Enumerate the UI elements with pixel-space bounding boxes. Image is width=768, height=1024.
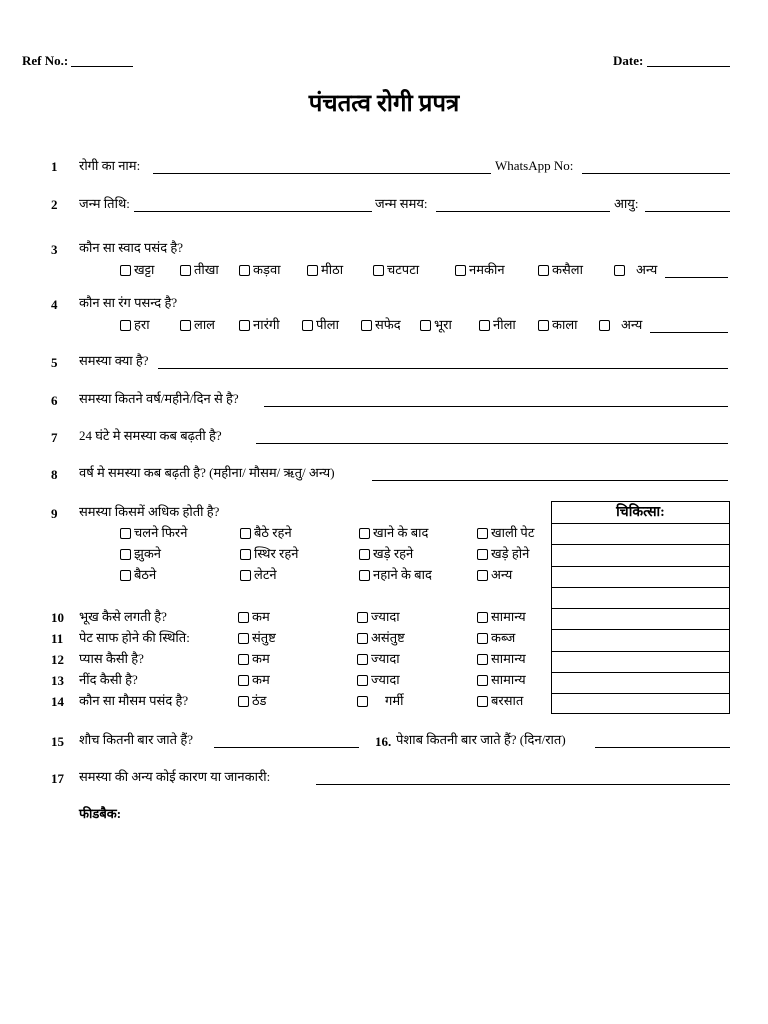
color-option-yellow[interactable]: पीला: [302, 317, 339, 333]
other-info-label: समस्या की अन्य कोई कारण या जानकारी:: [79, 769, 271, 784]
checkbox[interactable]: [477, 696, 488, 707]
age-label: आयु:: [614, 196, 639, 211]
problem-duration-label: समस्या कितने वर्ष/महीने/दिन से है?: [79, 391, 239, 406]
q13-number: 13: [51, 673, 64, 688]
aggravation-getting-up[interactable]: खड़े होने: [477, 546, 529, 562]
treatment-row[interactable]: [552, 545, 729, 566]
checkbox[interactable]: [238, 612, 249, 623]
appetite-low[interactable]: कम: [238, 609, 270, 625]
checkbox[interactable]: [359, 549, 370, 560]
checkbox[interactable]: [359, 528, 370, 539]
checkbox[interactable]: [120, 320, 131, 331]
date-label: Date:: [613, 53, 644, 68]
q17-number: 17: [51, 771, 64, 786]
checkbox[interactable]: [420, 320, 431, 331]
checkbox[interactable]: [359, 570, 370, 581]
checkbox[interactable]: [120, 570, 131, 581]
checkbox[interactable]: [477, 654, 488, 665]
checkbox[interactable]: [477, 633, 488, 644]
q12-number: 12: [51, 652, 64, 667]
q15-number: 15: [51, 734, 64, 749]
problem-duration-field[interactable]: [264, 393, 728, 407]
checkbox[interactable]: [180, 265, 191, 276]
taste-option-sweet[interactable]: मीठा: [307, 262, 343, 278]
stool-frequency-label: शौच कितनी बार जाते हैं?: [79, 732, 194, 747]
aggravation-still[interactable]: स्थिर रहने: [240, 546, 298, 562]
taste-option-tangy[interactable]: चटपटा: [373, 262, 419, 278]
bowel-unsatisfied[interactable]: असंतुष्ट: [357, 630, 405, 646]
q7-number: 7: [51, 430, 58, 445]
ref-no-label: Ref No.:: [22, 53, 69, 68]
treatment-row[interactable]: [552, 588, 729, 609]
q2-number: 2: [51, 197, 58, 212]
checkbox[interactable]: [240, 528, 251, 539]
aggravation-other[interactable]: अन्य: [477, 567, 512, 583]
aggravation-sitting[interactable]: बैठे रहने: [240, 525, 292, 541]
tob-field[interactable]: [436, 198, 610, 212]
color-other-field[interactable]: [650, 319, 728, 333]
checkbox[interactable]: [239, 320, 250, 331]
aggravation-empty-stomach[interactable]: खाली पेट: [477, 525, 534, 541]
q4-number: 4: [51, 297, 58, 312]
season-cold[interactable]: ठंड: [238, 693, 267, 709]
checkbox[interactable]: [238, 696, 249, 707]
treatment-row[interactable]: [552, 652, 729, 673]
taste-other-field[interactable]: [665, 264, 728, 278]
bowel-label: पेट साफ होने की स्थिति:: [79, 630, 190, 645]
dob-label: जन्म तिथि:: [79, 196, 130, 211]
aggravation-standing[interactable]: खड़े रहने: [359, 546, 413, 562]
daily-peak-label: 24 घंटे मे समस्या कब बढ़ती है?: [79, 428, 222, 443]
treatment-row[interactable]: [552, 609, 729, 630]
whatsapp-label: WhatsApp No:: [495, 158, 574, 173]
feedback-label: फीडबैक:: [79, 806, 122, 821]
checkbox[interactable]: [239, 265, 250, 276]
q8-number: 8: [51, 467, 58, 482]
q11-number: 11: [51, 631, 64, 646]
checkbox[interactable]: [120, 528, 131, 539]
season-hot[interactable]: गर्मी: [357, 693, 403, 709]
taste-question: कौन सा स्वाद पसंद है?: [79, 240, 184, 255]
form-title: पंचतत्व रोगी प्रपत्र: [308, 91, 460, 117]
aggravation-walking[interactable]: चलने फिरने: [120, 525, 187, 541]
q16-number: 16.: [375, 734, 392, 749]
checkbox[interactable]: [357, 654, 368, 665]
checkbox[interactable]: [455, 265, 466, 276]
aggravation-question: समस्या किसमें अधिक होती है?: [79, 504, 220, 519]
color-option-black[interactable]: काला: [538, 317, 578, 333]
yearly-peak-field[interactable]: [372, 467, 728, 481]
checkbox[interactable]: [361, 320, 372, 331]
checkbox[interactable]: [477, 570, 488, 581]
treatment-row[interactable]: [552, 673, 729, 694]
aggravation-sitting-down[interactable]: बैठने: [120, 567, 156, 583]
problem-field[interactable]: [158, 355, 728, 369]
color-option-green[interactable]: हरा: [120, 317, 150, 333]
taste-option-salty[interactable]: नमकीन: [455, 262, 505, 278]
checkbox[interactable]: [238, 654, 249, 665]
color-option-white[interactable]: सफेद: [361, 317, 401, 333]
color-option-other[interactable]: अन्य: [599, 317, 642, 333]
urine-frequency-field[interactable]: [595, 734, 730, 748]
checkbox[interactable]: [479, 320, 490, 331]
checkbox[interactable]: [357, 675, 368, 686]
checkbox[interactable]: [477, 675, 488, 686]
thirst-normal[interactable]: सामान्य: [477, 651, 526, 667]
treatment-row[interactable]: [552, 630, 729, 651]
checkbox[interactable]: [120, 265, 131, 276]
q10-number: 10: [51, 610, 64, 625]
checkbox[interactable]: [477, 528, 488, 539]
checkbox[interactable]: [307, 265, 318, 276]
stool-frequency-field[interactable]: [214, 734, 359, 748]
checkbox[interactable]: [538, 265, 549, 276]
treatment-row[interactable]: [552, 524, 729, 545]
q6-number: 6: [51, 393, 58, 408]
checkbox[interactable]: [120, 549, 131, 560]
q9-number: 9: [51, 506, 58, 521]
daily-peak-field[interactable]: [256, 430, 728, 444]
treatment-row[interactable]: [552, 694, 729, 715]
tob-label: जन्म समय:: [375, 196, 428, 211]
checkbox[interactable]: [357, 612, 368, 623]
thirst-low[interactable]: कम: [238, 651, 270, 667]
aggravation-after-bath[interactable]: नहाने के बाद: [359, 567, 432, 583]
checkbox[interactable]: [357, 633, 368, 644]
sleep-high[interactable]: ज्यादा: [357, 672, 400, 688]
color-option-orange[interactable]: नारंगी: [239, 317, 280, 333]
patient-name-label: रोगी का नाम:: [79, 158, 141, 173]
treatment-table: [551, 501, 730, 714]
other-info-field[interactable]: [316, 771, 730, 785]
checkbox[interactable]: [373, 265, 384, 276]
color-question: कौन सा रंग पसन्द है?: [79, 295, 178, 310]
checkbox[interactable]: [238, 675, 249, 686]
aggravation-lying[interactable]: लेटने: [240, 567, 277, 583]
color-option-brown[interactable]: भूरा: [420, 317, 452, 333]
q5-number: 5: [51, 355, 58, 370]
bowel-satisfied[interactable]: संतुष्ट: [238, 630, 276, 646]
taste-option-bitter[interactable]: कड़वा: [239, 262, 281, 278]
whatsapp-field[interactable]: [582, 160, 730, 174]
problem-label: समस्या क्या है?: [79, 353, 149, 368]
appetite-normal[interactable]: सामान्य: [477, 609, 526, 625]
bowel-constipation[interactable]: कब्ज: [477, 630, 515, 646]
date-field[interactable]: [647, 53, 730, 67]
aggravation-after-eating[interactable]: खाने के बाद: [359, 525, 428, 541]
checkbox[interactable]: [538, 320, 549, 331]
urine-frequency-label: पेशाब कितनी बार जाते हैं? (दिन/रात): [396, 732, 566, 747]
season-rainy[interactable]: बरसात: [477, 693, 523, 709]
color-option-red[interactable]: लाल: [180, 317, 215, 333]
appetite-high[interactable]: ज्यादा: [357, 609, 400, 625]
checkbox[interactable]: [357, 696, 368, 707]
sleep-label: नींद कैसी है?: [79, 672, 138, 687]
checkbox[interactable]: [477, 549, 488, 560]
taste-option-sour[interactable]: खट्टा: [120, 262, 154, 278]
sleep-low[interactable]: कम: [238, 672, 270, 688]
patient-name-field[interactable]: [153, 160, 491, 174]
treatment-header: चिकित्सा:: [552, 502, 729, 524]
age-field[interactable]: [645, 198, 730, 212]
yearly-peak-label: वर्ष मे समस्या कब बढ़ती है? (महीना/ मौसम/ ऋतु/ अन्य): [79, 465, 335, 480]
checkbox[interactable]: [180, 320, 191, 331]
aggravation-bending[interactable]: झुकने: [120, 546, 161, 562]
checkbox[interactable]: [238, 633, 249, 644]
season-label: कौन सा मौसम पसंद है?: [79, 693, 189, 708]
taste-option-spicy[interactable]: तीखा: [180, 262, 219, 278]
taste-option-astringent[interactable]: कसैला: [538, 262, 583, 278]
appetite-label: भूख कैसे लगती है?: [79, 609, 167, 624]
color-option-blue[interactable]: नीला: [479, 317, 516, 333]
ref-no-field[interactable]: [71, 53, 133, 67]
checkbox[interactable]: [302, 320, 313, 331]
checkbox[interactable]: [477, 612, 488, 623]
dob-field[interactable]: [134, 198, 372, 212]
thirst-high[interactable]: ज्यादा: [357, 651, 400, 667]
checkbox[interactable]: [599, 320, 610, 331]
q1-number: 1: [51, 159, 58, 174]
checkbox[interactable]: [240, 570, 251, 581]
treatment-row[interactable]: [552, 567, 729, 588]
thirst-label: प्यास कैसी है?: [79, 651, 144, 666]
checkbox[interactable]: [240, 549, 251, 560]
taste-option-other[interactable]: अन्य: [614, 262, 657, 278]
q3-number: 3: [51, 242, 58, 257]
q14-number: 14: [51, 694, 64, 709]
sleep-normal[interactable]: सामान्य: [477, 672, 526, 688]
checkbox[interactable]: [614, 265, 625, 276]
